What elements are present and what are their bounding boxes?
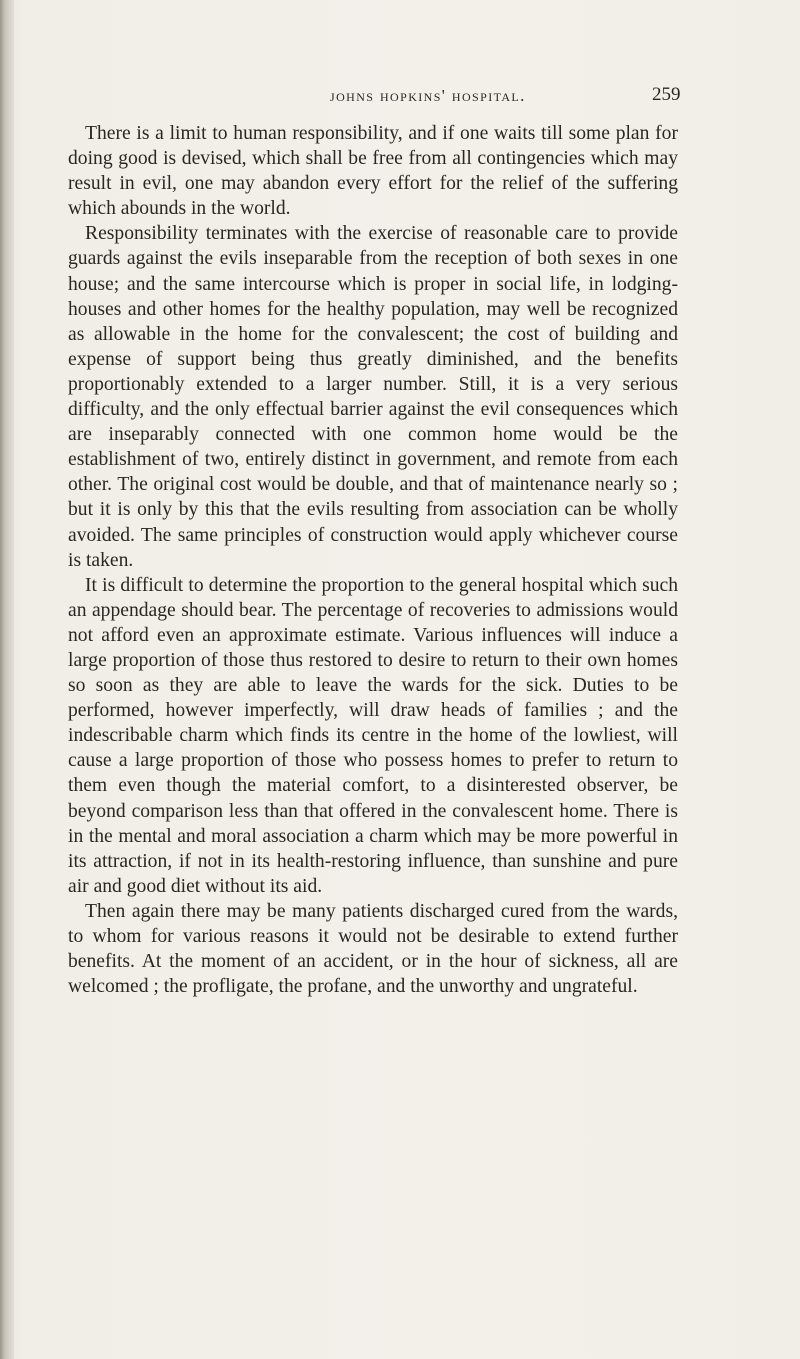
paragraph: Then again there may be many patients discharged cured from the wards, to whom for various reasons it would not be desirable to extend further benefits. At the moment of an accident, or in the hour of sickness, all are welcomed ; the profligate, the profane, and the unworthy and ungrateful. (68, 900, 678, 998)
paragraph: It is difficult to determine the proportion to the general hospital which such an appendage should bear. The percentage of recoveries to admissions would not afford even an approximate estimate. Various influences will induce a large proportion of those thus restored to desire to return to their own homes so soon as they are able to leave the wards for the sick. Duties to be performed, however imperfectly, will draw heads of families ; and the indescribable charm which finds its centre in the home of the lowliest, will cause a large proportion of those who possess homes to prefer to return to them even though the material comfort, to a disinterested observer, be beyond comparison less than that offered in the convalescent home. There is in the mental and moral association a charm which may be more powerful in its attraction, if not in its health-restoring influence, than sunshine and pure air and good diet without its aid. (68, 574, 678, 897)
page-number: 259 (652, 84, 681, 105)
paragraph: Responsibility terminates with the exercise of reasonable care to provide guards against the evils inseparable from the reception of both sexes in one house; and the same intercourse which is proper in social life, in lodging-houses and other homes for the healthy population, may well be recognized as allowable in the home for the convalescent; the cost of building and expense of support being thus greatly diminished, and the benefits proportionably extended to a larger number. Still, it is a very serious difficulty, and the only effectual barrier against the evil consequences which are inseparably connected with one common home would be the establishment of two, entirely distinct in government, and remote from each other. The original cost would be double, and that of maintenance nearly so ; but it is only by this that the evils resulting from association can be wholly avoided. The same principles of construction would apply whichever course is taken. (68, 223, 678, 571)
page-header (0, 86, 800, 112)
running-head: johns hopkins' hospital. (330, 86, 526, 105)
paragraph: There is a limit to human responsibility, and if one waits till some plan for doing good is devised, which shall be free from all contingencies which may result in evil, one may abandon every effort for the relief of the suffering which abounds in the world. (68, 123, 678, 220)
page-binding-edge (0, 0, 14, 1359)
body-text (68, 121, 678, 999)
